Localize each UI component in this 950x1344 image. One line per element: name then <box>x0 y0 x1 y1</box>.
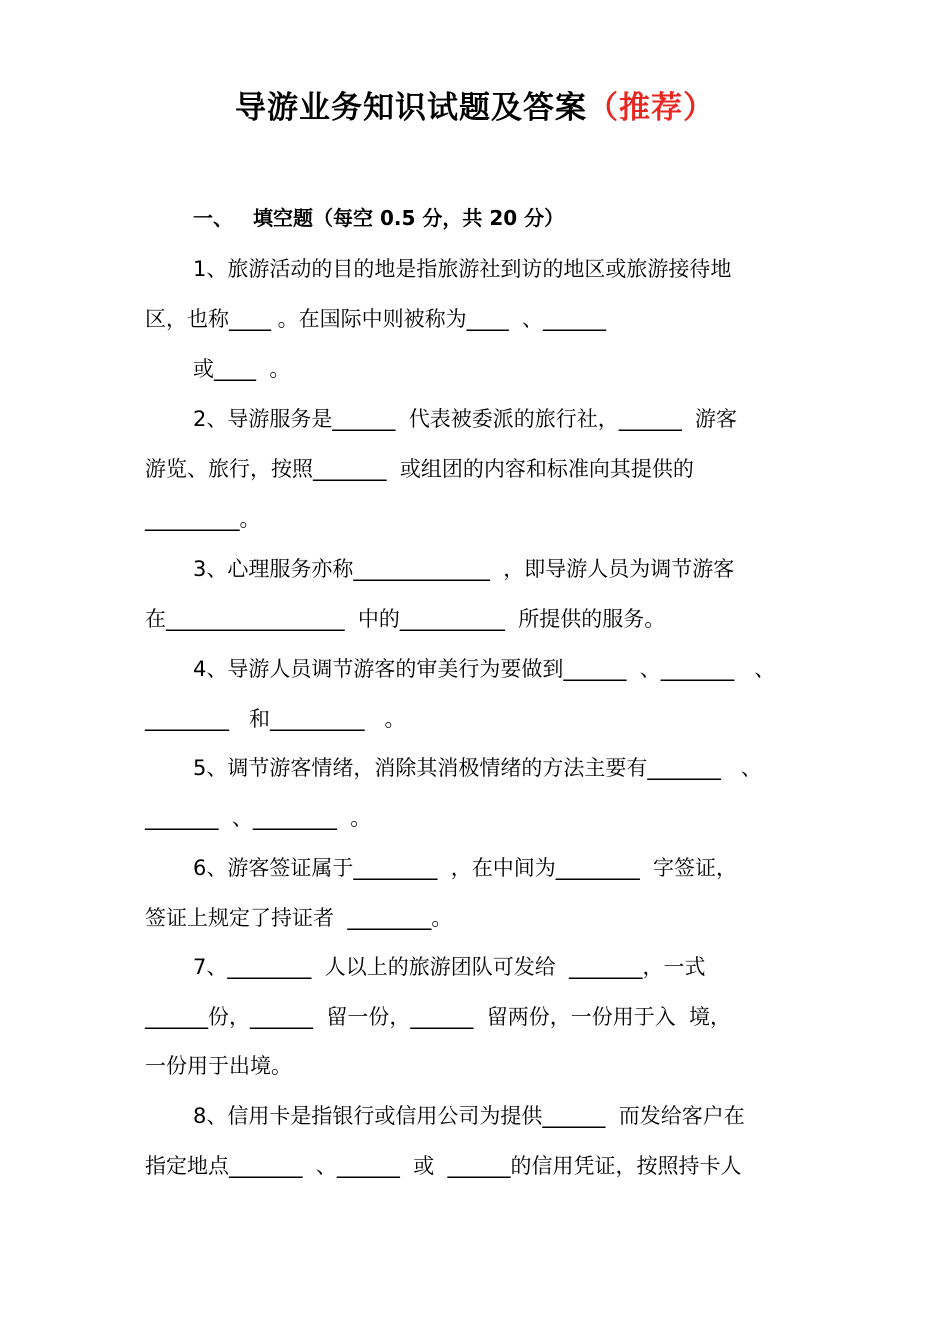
document-title <box>0 86 950 130</box>
question-line: 在_________________ 中的__________ 所提供的服务。 <box>145 607 666 631</box>
question-line: 签证上规定了持证者 ________。 <box>145 906 453 930</box>
section-title: 填空题（每空 0.5 分，共 20 分） <box>253 206 565 230</box>
question-line: 8、信用卡是指银行或信用公司为提供______ 而发给客户在 <box>193 1104 745 1128</box>
question-line: ______份，______ 留一份，______ 留两份，一份用于入 境， <box>145 1005 732 1029</box>
question-line: 5、调节游客情绪，消除其消极情绪的方法主要有_______ 、 <box>193 756 762 780</box>
question-line: 区，也称____ 。在国际中则被称为____ 、______ <box>145 307 607 331</box>
question-line: 4、导游人员调节游客的审美行为要做到______ 、_______ 、 <box>193 657 776 681</box>
question-line: 6、游客签证属于________ ，在中间为________ 字签证， <box>193 856 738 880</box>
question-line: 7、________ 人以上的旅游团队可发给 _______，一式 <box>193 955 706 979</box>
question-line: 一份用于出境。 <box>145 1054 292 1078</box>
question-line: 3、心理服务亦称_____________ ，即导游人员为调节游客 <box>193 557 735 581</box>
section-number: 一、 <box>193 206 233 230</box>
question-line: 或____ 。 <box>193 357 291 381</box>
question-line: 游览、旅行，按照_______ 或组团的内容和标准向其提供的 <box>145 457 694 481</box>
question-line: ________ 和_________ 。 <box>145 707 406 731</box>
question-line: _______ 、________ 。 <box>145 806 372 830</box>
section-heading <box>193 203 564 233</box>
question-line: 指定地点_______ 、______ 或 ______的信用凭证，按照持卡人 <box>145 1154 742 1178</box>
question-line: 1、旅游活动的目的地是指旅游社到访的地区或旅游接待地 <box>193 257 732 281</box>
title-main: 导游业务知识试题及答案 <box>235 90 587 126</box>
question-line: _________。 <box>145 507 261 531</box>
title-accent: （推荐） <box>587 90 715 126</box>
question-line: 2、导游服务是______ 代表被委派的旅行社，______ 游客 <box>193 407 738 431</box>
